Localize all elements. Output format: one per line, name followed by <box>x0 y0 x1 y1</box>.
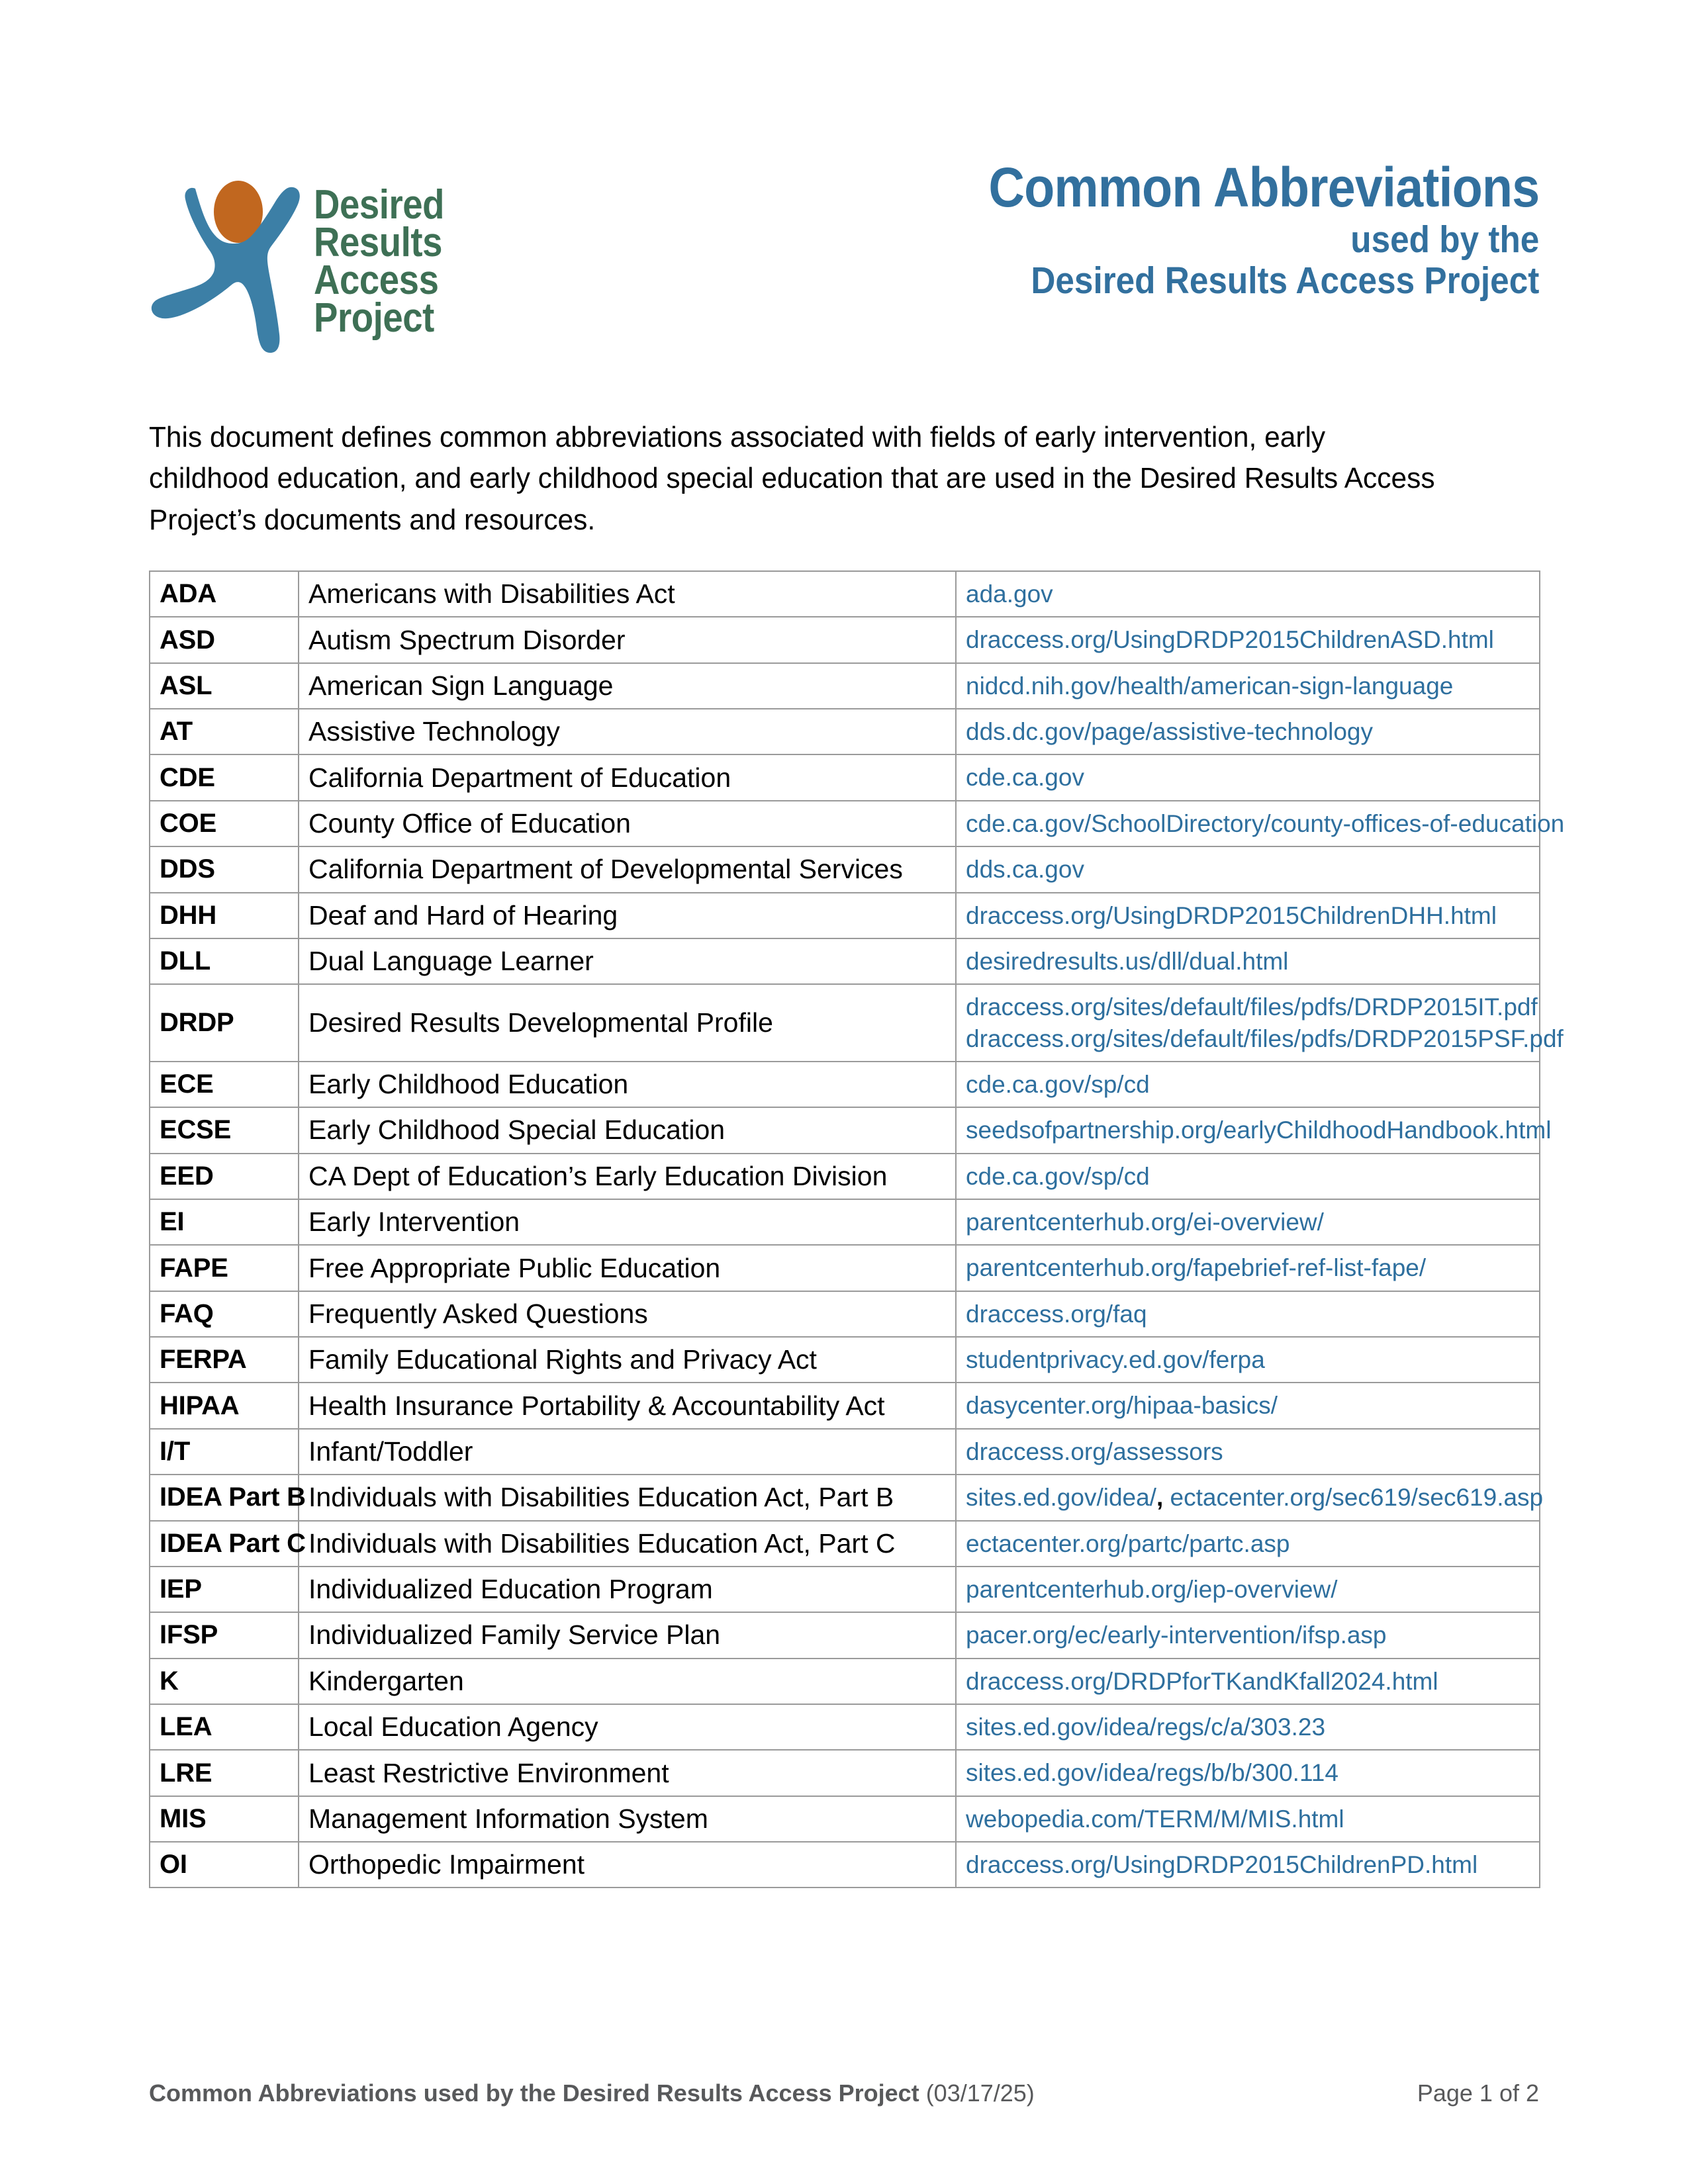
footer-title-text: Common Abbreviations used by the Desired Results Access Project <box>149 2079 919 2107</box>
definition-cell: Frequently Asked Questions <box>299 1291 956 1337</box>
definition-cell: Autism Spectrum Disorder <box>299 617 956 662</box>
abbreviation-cell: ECE <box>150 1062 299 1107</box>
definition-cell: Early Intervention <box>299 1199 956 1245</box>
url-link[interactable]: draccess.org/sites/default/files/pdfs/DRDP2015IT.pdf <box>966 993 1538 1021</box>
definition-cell: Assistive Technology <box>299 709 956 754</box>
table-row <box>150 1383 1540 1428</box>
url-link[interactable]: ada.gov <box>966 580 1053 608</box>
url-link[interactable]: dds.ca.gov <box>966 856 1084 884</box>
url-cell <box>956 1612 1540 1658</box>
table-row <box>150 1612 1540 1658</box>
table-row <box>150 571 1540 617</box>
table-row <box>150 1199 1540 1245</box>
url-link[interactable]: draccess.org/assessors <box>966 1437 1223 1465</box>
abbreviation-cell: FAQ <box>150 1291 299 1337</box>
definition-cell: Individualized Family Service Plan <box>299 1612 956 1658</box>
abbreviation-cell: EI <box>150 1199 299 1245</box>
abbreviation-cell: DHH <box>150 893 299 938</box>
url-link[interactable]: webopedia.com/TERM/M/MIS.html <box>966 1805 1344 1833</box>
url-link[interactable]: draccess.org/UsingDRDP2015ChildrenASD.html <box>966 626 1494 654</box>
definition-cell: CA Dept of Education’s Early Education Division <box>299 1154 956 1199</box>
url-cell <box>956 1567 1540 1612</box>
url-link[interactable]: sites.ed.gov/idea/regs/b/b/300.114 <box>966 1759 1338 1787</box>
abbreviations-table-body <box>150 571 1565 1888</box>
table-row <box>150 1475 1540 1520</box>
definition-cell: California Department of Education <box>299 754 956 800</box>
abbreviation-cell: K <box>150 1659 299 1704</box>
url-link[interactable]: cde.ca.gov/SchoolDirectory/county-offices-of-education <box>966 809 1565 837</box>
drap-logo-wordmark <box>314 181 445 341</box>
url-cell <box>956 801 1565 846</box>
table-row <box>150 938 1540 984</box>
url-cell <box>956 1245 1540 1291</box>
url-link[interactable]: seedsofpartnership.org/earlyChildhoodHandbook.html <box>966 1116 1552 1144</box>
url-cell <box>956 1796 1540 1842</box>
definition-cell: Individuals with Disabilities Education Act, Part C <box>299 1521 956 1567</box>
url-link[interactable]: draccess.org/UsingDRDP2015ChildrenDHH.html <box>966 901 1497 929</box>
abbreviation-cell: IDEA Part C <box>150 1521 299 1567</box>
abbreviation-cell: MIS <box>150 1796 299 1842</box>
definition-cell: Dual Language Learner <box>299 938 956 984</box>
url-link-secondary[interactable]: draccess.org/sites/default/files/pdfs/DRDP2015PSF.pdf <box>966 1024 1564 1052</box>
table-row <box>150 893 1540 938</box>
url-cell <box>956 1199 1540 1245</box>
url-cell <box>956 893 1540 938</box>
table-row <box>150 709 1540 754</box>
table-row <box>150 1567 1540 1612</box>
definition-cell: Management Information System <box>299 1796 956 1842</box>
url-link[interactable]: pacer.org/ec/early-intervention/ifsp.asp <box>966 1621 1387 1649</box>
url-link[interactable]: nidcd.nih.gov/health/american-sign-language <box>966 672 1454 700</box>
url-cell <box>956 1475 1544 1520</box>
url-cell <box>956 1842 1540 1888</box>
abbreviations-table <box>149 570 1565 1888</box>
abbreviation-cell: ASD <box>150 617 299 662</box>
table-row <box>150 1245 1540 1291</box>
definition-cell: County Office of Education <box>299 801 956 846</box>
url-link[interactable]: sites.ed.gov/idea/ <box>966 1484 1156 1512</box>
url-cell <box>956 1291 1540 1337</box>
url-cell <box>956 617 1540 662</box>
abbreviation-cell: ECSE <box>150 1107 299 1153</box>
url-cell <box>956 1750 1540 1796</box>
url-cell <box>956 1429 1540 1475</box>
abbreviation-cell: FERPA <box>150 1337 299 1383</box>
page-header <box>149 156 1539 357</box>
footer-page-number: Page 1 of 2 <box>1417 2079 1539 2107</box>
logo-word-desired: Desired <box>314 181 445 228</box>
page-footer <box>149 2079 1539 2107</box>
url-cell <box>956 754 1540 800</box>
abbreviation-cell: ASL <box>150 663 299 709</box>
url-link[interactable]: draccess.org/faq <box>966 1300 1147 1328</box>
table-row <box>150 663 1540 709</box>
footer-date: (03/17/25) <box>925 2079 1035 2107</box>
abbreviation-cell: AT <box>150 709 299 754</box>
definition-cell: Least Restrictive Environment <box>299 1750 956 1796</box>
url-link[interactable]: draccess.org/UsingDRDP2015ChildrenPD.html <box>966 1851 1478 1879</box>
definition-cell: Family Educational Rights and Privacy Act <box>299 1337 956 1383</box>
table-row <box>150 1796 1540 1842</box>
url-cell <box>956 1107 1552 1153</box>
page-title <box>927 156 1539 302</box>
abbreviation-cell: IEP <box>150 1567 299 1612</box>
footer-title <box>149 2079 1035 2107</box>
definition-cell: Orthopedic Impairment <box>299 1842 956 1888</box>
url-link[interactable]: cde.ca.gov/sp/cd <box>966 1070 1150 1098</box>
url-link[interactable]: studentprivacy.ed.gov/ferpa <box>966 1346 1265 1374</box>
url-link[interactable]: dds.dc.gov/page/assistive-technology <box>966 718 1373 746</box>
url-link[interactable]: parentcenterhub.org/ei-overview/ <box>966 1208 1324 1236</box>
url-cell <box>956 846 1540 892</box>
abbreviation-cell: OI <box>150 1842 299 1888</box>
url-link-secondary[interactable]: ectacenter.org/sec619/sec619.asp <box>1170 1484 1544 1512</box>
url-cell <box>956 1704 1540 1750</box>
definition-cell: Kindergarten <box>299 1659 956 1704</box>
logo-word-results: Results <box>314 219 443 265</box>
abbreviation-cell: LEA <box>150 1704 299 1750</box>
abbreviation-cell: LRE <box>150 1750 299 1796</box>
url-link[interactable]: dasycenter.org/hipaa-basics/ <box>966 1392 1278 1420</box>
url-link[interactable]: cde.ca.gov <box>966 764 1084 792</box>
definition-cell: Health Insurance Portability & Accountability Act <box>299 1383 956 1428</box>
url-link[interactable]: cde.ca.gov/sp/cd <box>966 1162 1150 1190</box>
table-row <box>150 801 1540 846</box>
url-link[interactable]: draccess.org/DRDPforTKandKfall2024.html <box>966 1667 1438 1695</box>
definition-cell: Early Childhood Special Education <box>299 1107 956 1153</box>
abbreviation-cell: EED <box>150 1154 299 1199</box>
abbreviation-cell: IFSP <box>150 1612 299 1658</box>
url-cell <box>956 1337 1540 1383</box>
table-row <box>150 1429 1540 1475</box>
table-row <box>150 1291 1540 1337</box>
table-row <box>150 1750 1540 1796</box>
table-row <box>150 1062 1540 1107</box>
abbreviation-cell: DRDP <box>150 984 299 1062</box>
abbreviation-cell: CDE <box>150 754 299 800</box>
definition-cell: Deaf and Hard of Hearing <box>299 893 956 938</box>
url-cell <box>956 1062 1540 1107</box>
abbreviation-cell: HIPAA <box>150 1383 299 1428</box>
url-cell <box>956 663 1540 709</box>
url-link[interactable]: parentcenterhub.org/iep-overview/ <box>966 1575 1338 1603</box>
table-row <box>150 1659 1540 1704</box>
title-sub2: Desired Results Access Project <box>1031 259 1539 302</box>
url-link[interactable]: ectacenter.org/partc/partc.asp <box>966 1529 1290 1557</box>
definition-cell: Desired Results Developmental Profile <box>299 984 956 1062</box>
title-main: Common Abbreviations <box>988 156 1539 218</box>
url-link[interactable]: sites.ed.gov/idea/regs/c/a/303.23 <box>966 1713 1326 1741</box>
abbreviation-cell: IDEA Part B <box>150 1475 299 1520</box>
url-cell <box>956 984 1564 1062</box>
definition-cell: American Sign Language <box>299 663 956 709</box>
abbreviation-cell: FAPE <box>150 1245 299 1291</box>
table-row <box>150 754 1540 800</box>
table-row <box>150 984 1540 1062</box>
definition-cell: Early Childhood Education <box>299 1062 956 1107</box>
drap-person-logo-icon <box>149 169 305 354</box>
definition-cell: Americans with Disabilities Act <box>299 571 956 617</box>
url-link[interactable]: desiredresults.us/dll/dual.html <box>966 947 1289 975</box>
url-separator: , <box>1156 1484 1164 1512</box>
url-cell <box>956 709 1540 754</box>
drap-logo <box>149 165 493 357</box>
intro-paragraph: This document defines common abbreviations associated with fields of early intervention, early childhood education, and early childhood special education that are used in the Desired Results Access Project’s documents and resources. <box>149 421 1435 536</box>
abbreviation-cell: I/T <box>150 1429 299 1475</box>
abbreviation-cell: DLL <box>150 938 299 984</box>
table-row <box>150 1337 1540 1383</box>
url-cell <box>956 1521 1540 1567</box>
url-cell <box>956 938 1540 984</box>
definition-cell: Individuals with Disabilities Education Act, Part B <box>299 1475 956 1520</box>
table-row <box>150 1521 1540 1567</box>
abbreviation-cell: DDS <box>150 846 299 892</box>
logo-word-project: Project <box>314 295 434 341</box>
definition-cell: Individualized Education Program <box>299 1567 956 1612</box>
definition-cell: Free Appropriate Public Education <box>299 1245 956 1291</box>
url-cell <box>956 1154 1540 1199</box>
definition-cell: California Department of Developmental Services <box>299 846 956 892</box>
table-row <box>150 617 1540 662</box>
table-row <box>150 1842 1540 1888</box>
definition-cell: Local Education Agency <box>299 1704 956 1750</box>
table-row <box>150 1154 1540 1199</box>
table-row <box>150 846 1540 892</box>
table-row <box>150 1704 1540 1750</box>
url-cell <box>956 1659 1540 1704</box>
abbreviation-cell: COE <box>150 801 299 846</box>
table-row <box>150 1107 1540 1153</box>
url-cell <box>956 571 1540 617</box>
url-link[interactable]: parentcenterhub.org/fapebrief-ref-list-fape/ <box>966 1254 1427 1282</box>
abbreviation-cell: ADA <box>150 571 299 617</box>
logo-word-access: Access <box>314 257 439 303</box>
definition-cell: Infant/Toddler <box>299 1429 956 1475</box>
url-cell <box>956 1383 1540 1428</box>
title-sub1: used by the <box>1350 218 1539 261</box>
